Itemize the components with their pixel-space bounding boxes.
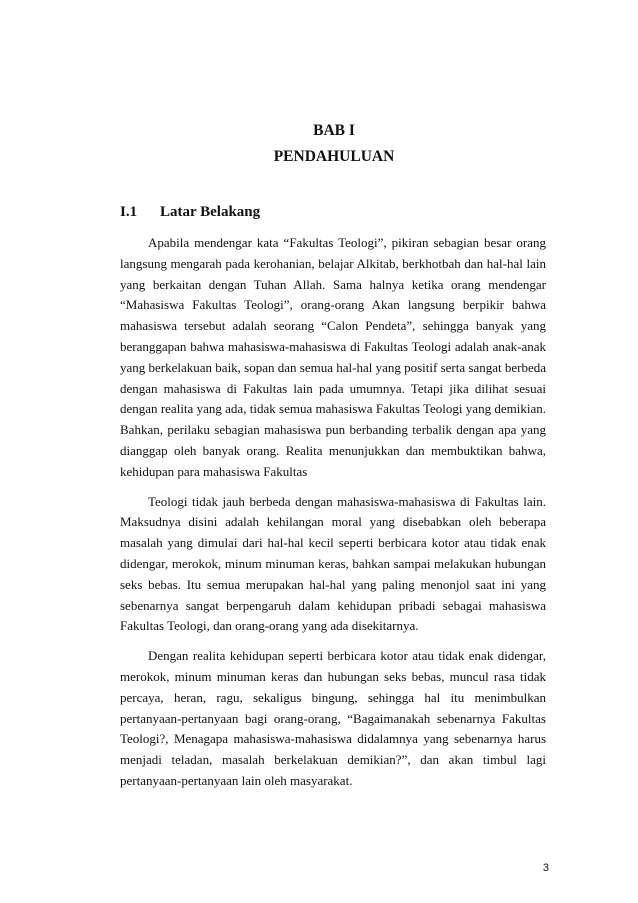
body-text [120,233,546,801]
page-number: 3 [542,862,549,874]
paragraph-2: Teologi tidak jauh berbeda dengan mahasiswa-mahasiswa di Fakultas lain. Maksudnya disini adalah kehilangan moral yang disebabkan oleh beberapa masalah yang dimulai dari hal-hal kecil seperti berbicara kotor atau tidak enak didengar, merokok, minum minuman keras, bahkan sampai melakukan hubungan seks bebas. Itu semua merupakan hal-hal yang paling menonjol saat ini yang sebenarnya sangat berpengaruh dalam kehidupan pribadi sebagai mahasiswa Fakultas Teologi, dan orang-orang yang ada disekitarnya. [120,493,546,634]
chapter-number: BAB I [313,122,355,139]
section-number: I.1 [120,204,138,220]
chapter-heading [0,118,638,170]
chapter-title: PENDAHULUAN [273,148,395,165]
section-title: Latar Belakang [160,204,261,220]
section-heading [120,202,260,222]
paragraph-1: Apabila mendengar kata “Fakultas Teologi”, pikiran sebagian besar orang langsung mengarah pada kerohanian, belajar Alkitab, berkhotbah dan hal-hal lain yang berkaitan dengan Tuhan Allah. Sama halnya ketika orang mendengar “Mahasiswa Fakultas Teologi”, orang-orang Akan langsung berpikir bahwa mahasiswa tersebut adalah seorang “Calon Pendeta”, sehingga banyak yang beranggapan bahwa mahasiswa-mahasiswa di Fakultas Teologi adalah anak-anak yang berkelakuan baik, sopan dan semua hal-hal yang positif serta sangat berbeda dengan mahasiswa di Fakultas lain pada umumnya. Tetapi jika dilihat sesuai dengan realita yang ada, tidak semua mahasiswa Fakultas Teologi yang demikian. Bahkan, perilaku sebagian mahasiswa pun berbanding terbalik dengan apa yang dianggap oleh banyak orang. Realita menunjukkan dan membuktikan bahwa, kehidupan para mahasiswa Fakultas [120,235,546,479]
paragraph-3: Dengan realita kehidupan seperti berbicara kotor atau tidak enak didengar, merokok, minum minuman keras dan hubungan seks bebas, muncul rasa tidak percaya, heran, ragu, sekaligus bingung, sehingga hal itu menimbulkan pertanyaan-pertanyaan bagi orang-orang, “Bagaimanakah sebenarnya Fakultas Teologi?, Menagapa mahasiswa-mahasiswa didalamnya yang sebenarnya harus menjadi teladan, masalah berkelakuan demikian?”, dan akan timbul lagi pertanyaan-pertanyaan lain oleh masyarakat. [120,648,546,788]
